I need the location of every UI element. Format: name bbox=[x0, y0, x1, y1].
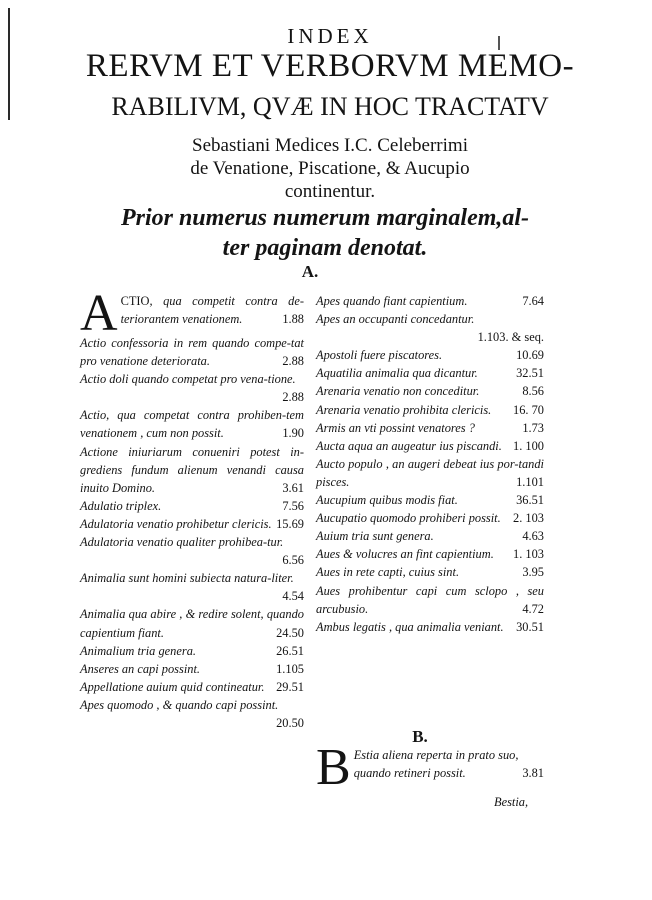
entry-text: Actio, qua competat contra prohiben-tem venationem , cum non possit. bbox=[80, 408, 304, 441]
entry-text: Adulatoria venatio qualiter prohibea-tur. bbox=[80, 535, 284, 550]
entry-text: , qua competit contra de-teriorantem venationem. bbox=[120, 294, 304, 327]
entry-page-ref: 1.101 bbox=[516, 474, 544, 489]
index-entry bbox=[80, 660, 304, 678]
entry-page-ref: 1.90 bbox=[282, 426, 304, 441]
entry-page-ref: 29.51 bbox=[276, 679, 304, 694]
section-letter-a: A. bbox=[301, 262, 319, 281]
index-entry bbox=[80, 443, 304, 497]
index-column-right bbox=[316, 292, 544, 636]
entry-page-ref: 26.51 bbox=[276, 643, 304, 658]
entry-page-ref: 16. 70 bbox=[513, 402, 544, 417]
entry-text: Armis an vti possint venatores ? bbox=[316, 420, 475, 435]
entry-text: Animalia qua abire , & redire solent, quando capientium fiant. bbox=[80, 607, 304, 640]
index-column-left bbox=[80, 285, 304, 732]
section-letter-b: B. bbox=[412, 727, 428, 746]
subtitle-line-2: ter paginam denotat. bbox=[222, 235, 428, 261]
entry-text: Aucta aqua an augeatur ius piscandi. bbox=[316, 438, 502, 453]
entry-page-ref: 3.61 bbox=[282, 480, 304, 495]
entry-text: Arenaria venatio non conceditur. bbox=[316, 384, 480, 399]
entry-page-ref: 2. 103 bbox=[513, 511, 544, 526]
entry-page-ref: 1.105 bbox=[276, 661, 304, 676]
index-heading: INDEX bbox=[287, 24, 373, 48]
index-entry bbox=[80, 515, 304, 533]
entry-text: Aues in rete capti, cuius sint. bbox=[316, 565, 460, 580]
index-entry bbox=[316, 292, 544, 310]
index-entry bbox=[80, 285, 304, 342]
entry-page-ref: 7.56 bbox=[282, 498, 304, 513]
index-entry bbox=[316, 582, 544, 618]
title-line-4: de Venatione, Piscatione, & Aucupio bbox=[190, 158, 470, 179]
index-entry-b bbox=[316, 739, 544, 796]
entry-page-ref: 36.51 bbox=[516, 493, 544, 508]
entry-text: Actio confessoria in rem quando compe-tat pro venatione deteriorata. bbox=[80, 336, 304, 369]
index-entry bbox=[316, 401, 544, 419]
entry-page-ref: 15.69 bbox=[276, 516, 304, 531]
index-entry bbox=[80, 406, 304, 442]
entry-page-ref: 4.63 bbox=[522, 529, 544, 544]
index-entry bbox=[316, 527, 544, 545]
entry-text: Adulatio triplex. bbox=[80, 498, 162, 513]
entry-page-ref: 24.50 bbox=[276, 625, 304, 640]
index-entry bbox=[80, 696, 304, 732]
subtitle bbox=[90, 203, 560, 263]
entry-page-ref: 10.69 bbox=[516, 348, 544, 363]
entry-text: Animalium tria genera. bbox=[80, 643, 196, 658]
entry-page-ref: 20.50 bbox=[276, 715, 304, 730]
index-entry bbox=[80, 642, 304, 660]
entry-text: Anseres an capi possint. bbox=[80, 661, 200, 676]
entry-page-ref: 4.54 bbox=[282, 589, 304, 604]
index-entry bbox=[316, 563, 544, 581]
entry-text: Aues prohibentur capi cum sclopo , seu arcubusio. bbox=[316, 583, 544, 616]
index-entry bbox=[316, 364, 544, 382]
drop-capital: B bbox=[316, 739, 351, 796]
index-entry bbox=[80, 334, 304, 370]
entry-page-ref: 1. 103 bbox=[513, 547, 544, 562]
title-line-5: continentur. bbox=[284, 181, 376, 202]
index-entry bbox=[316, 382, 544, 400]
title-line-1: RERVM ET VERBORVM MEMO- bbox=[85, 48, 575, 84]
entry-text: Actione iniuriarum conueniri potest in-grediens fundum alienum venandi causa inuito Domino. bbox=[80, 444, 304, 495]
index-entry bbox=[316, 346, 544, 364]
entry-text: Aucupium quibus modis fiat. bbox=[316, 493, 458, 508]
entry-text: Ambus legatis , qua animalia veniant. bbox=[316, 619, 504, 634]
index-entry bbox=[316, 545, 544, 563]
entry-text: Apostoli fuere piscatores. bbox=[316, 348, 443, 363]
index-entry bbox=[80, 533, 304, 569]
entry-text: Apes quomodo , & quando capi possint. bbox=[80, 697, 279, 712]
index-entry bbox=[316, 455, 544, 491]
index-entry bbox=[80, 370, 304, 406]
entry-page-ref: 2.88 bbox=[282, 354, 304, 369]
entry-text: Aucto populo , an augeri debeat ius por-tandi pisces. bbox=[316, 456, 544, 489]
entry-page-ref: 1.103. & seq. bbox=[477, 330, 544, 345]
entry-page-ref: 32.51 bbox=[516, 366, 544, 381]
index-entry bbox=[316, 310, 544, 346]
entry-text: Aquatilia animalia qua dicantur. bbox=[316, 366, 478, 381]
entry-text: Aues & volucres an fint capientium. bbox=[316, 547, 494, 562]
entry-text: Appellatione auium quid contineatur. bbox=[80, 679, 265, 694]
index-entry bbox=[316, 491, 544, 509]
index-entry bbox=[316, 509, 544, 527]
entry-page-ref: 6.56 bbox=[282, 553, 304, 568]
title-line-2: RABILIVM, QVÆ IN HOC TRACTATV bbox=[111, 92, 549, 121]
catchword: Bestia, bbox=[494, 795, 529, 809]
entry-text: Adulatoria venatio prohibetur clericis. bbox=[80, 516, 272, 531]
entry-text: Animalia sunt homini subiecta natura-liter. bbox=[80, 571, 294, 586]
entry-page-ref: 3.81 bbox=[522, 766, 544, 781]
entry-page-ref: 1.88 bbox=[282, 312, 304, 327]
entry-page-ref: 8.56 bbox=[522, 384, 544, 399]
entry-text: Auium tria sunt genera. bbox=[316, 529, 434, 544]
index-entry bbox=[80, 605, 304, 641]
subtitle-line-1: Prior numerus numerum marginalem,al- bbox=[120, 205, 530, 231]
page-edge-mark bbox=[8, 8, 10, 120]
index-entry bbox=[80, 497, 304, 515]
entry-page-ref: 2.88 bbox=[282, 390, 304, 405]
entry-text: Apes quando fiant capientium. bbox=[316, 294, 468, 308]
drop-capital: A bbox=[80, 285, 118, 342]
title-line-3: Sebastiani Medices I.C. Celeberrimi bbox=[192, 135, 468, 156]
entry-page-ref: 7.64 bbox=[522, 294, 544, 308]
index-entry bbox=[316, 437, 544, 455]
entry-page-ref: 3.95 bbox=[522, 565, 544, 580]
entry-page-ref: 1.73 bbox=[522, 420, 544, 435]
entry-page-ref: 4.72 bbox=[522, 601, 544, 616]
index-entry bbox=[316, 618, 544, 636]
entry-text: Actio doli quando competat pro vena-tione. bbox=[80, 372, 296, 387]
index-entry bbox=[80, 569, 304, 605]
entry-text: Arenaria venatio prohibita clericis. bbox=[316, 402, 492, 417]
entry-text: Apes an occupanti concedantur. bbox=[316, 312, 475, 327]
index-entry bbox=[316, 419, 544, 437]
entry-lead: CTIO bbox=[120, 294, 150, 308]
entry-text: Estia aliena reperta in prato suo, quando retineri possit. bbox=[353, 748, 519, 781]
entry-page-ref: 1. 100 bbox=[513, 438, 544, 453]
entry-page-ref: 30.51 bbox=[516, 619, 544, 634]
index-entry bbox=[80, 678, 304, 696]
entry-text: Aucupatio quomodo prohiberi possit. bbox=[316, 511, 501, 526]
